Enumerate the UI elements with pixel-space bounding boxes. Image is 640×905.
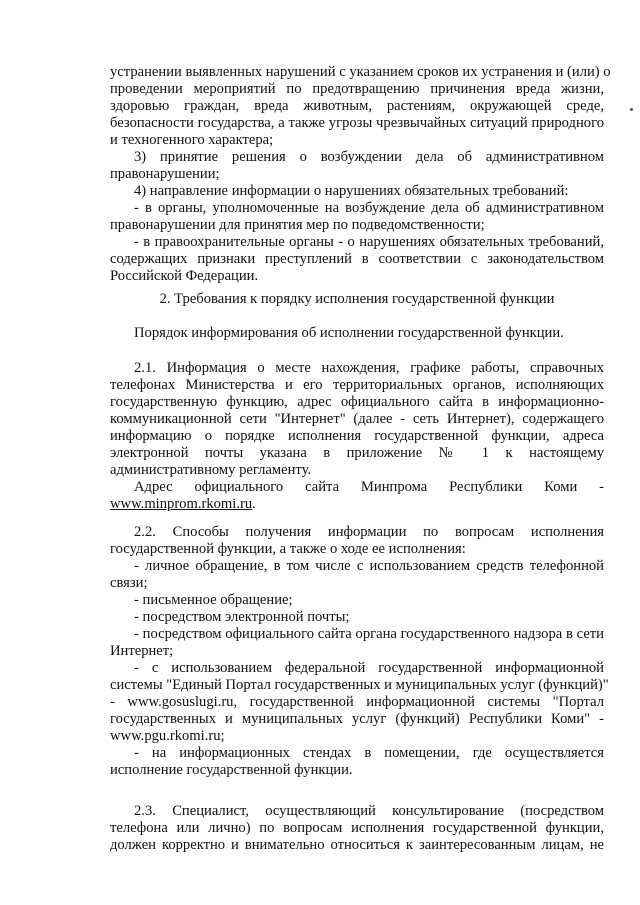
text-line: государственной функции, а также о ходе ее исполнения:	[110, 541, 466, 557]
text-line: 2.1. Информация о месте нахождения, графике работы, справочных	[134, 360, 604, 376]
text-line: Адрес официального сайта Минпрома Республики Коми -	[134, 479, 604, 495]
text-line: 2.3. Специалист, осуществляющий консультирование (посредством	[134, 803, 604, 819]
text-line: электронной почты указана в приложение № 1 к настоящему	[110, 445, 604, 461]
text-line: государственных и муниципальных услуг (функций) Республики Коми" -	[110, 711, 604, 727]
text-line: содержащих признаки преступлений в соответствии с законодательством	[110, 251, 604, 267]
text-line: безопасности государства, а также угрозы чрезвычайных ситуаций природного	[110, 115, 604, 131]
text-line: коммуникационной сети "Интернет" (далее - сеть Интернет), содержащего	[110, 411, 604, 427]
text-line: исполнение государственной функции.	[110, 762, 353, 778]
text-line: - посредством официального сайта органа государственного надзора в сети	[134, 626, 604, 642]
site-url-line	[110, 496, 604, 513]
text-line: государственную функцию, адрес официального сайта в информационно-	[110, 394, 604, 410]
section-subheading: Порядок информирования об исполнении государственной функции.	[134, 325, 564, 341]
text-line: 3) принятие решения о возбуждении дела об административном	[134, 149, 604, 165]
text-line: - письменное обращение;	[134, 592, 293, 608]
text-line: телефона или лично) по вопросам исполнения государственной функции,	[110, 820, 604, 836]
text-line: www.pgu.rkomi.ru;	[110, 728, 225, 744]
text-line: правонарушении;	[110, 166, 220, 182]
text-line: 2.2. Способы получения информации по вопросам исполнения	[134, 524, 604, 540]
text-line: должен корректно и внимательно относиться к заинтересованным лицам, не	[110, 837, 604, 853]
text-line: информацию о порядке исполнения государственной функции, адреса	[110, 428, 604, 444]
site-url-link[interactable]: www.minprom.rkomi.ru	[110, 496, 253, 512]
site-url-period: .	[252, 496, 256, 512]
text-line: - на информационных стендах в помещении, где осуществляется	[134, 745, 604, 761]
text-line: здоровью граждан, вреда животным, растениям, окружающей среде,	[110, 98, 604, 114]
text-line: телефонах Министерства и его территориальных органов, исполняющих	[110, 377, 604, 393]
scan-speck	[630, 108, 633, 111]
text-line: проведении мероприятий по предотвращению причинения вреда жизни,	[110, 81, 604, 97]
text-line: Интернет;	[110, 643, 174, 659]
text-line: - www.gosuslugi.ru, государственной информационной системы "Портал	[110, 694, 604, 710]
text-line: - посредством электронной почты;	[134, 609, 350, 625]
text-line: - с использованием федеральной государственной информационной	[134, 660, 604, 676]
text-line: Российской Федерации.	[110, 268, 259, 284]
text-line: и техногенного характера;	[110, 132, 274, 148]
text-line: правонарушении для принятия мер по подведомственности;	[110, 217, 485, 233]
text-line: - в правоохранительные органы - о нарушениях обязательных требований,	[134, 234, 604, 250]
text-line: 4) направление информации о нарушениях обязательных требований:	[134, 183, 569, 199]
section-heading: 2. Требования к порядку исполнения государственной функции	[159, 291, 555, 307]
text-line: связи;	[110, 575, 148, 591]
text-line: административному регламенту.	[110, 462, 312, 478]
text-line: системы "Единый Портал государственных и муниципальных услуг (функций)"	[110, 677, 609, 693]
text-line: - личное обращение, в том числе с использованием средств телефонной	[134, 558, 604, 574]
text-line: - в органы, уполномоченные на возбуждение дела об административном	[134, 200, 604, 216]
text-line: устранении выявленных нарушений с указанием сроков их устранения и (или) о	[110, 64, 611, 80]
